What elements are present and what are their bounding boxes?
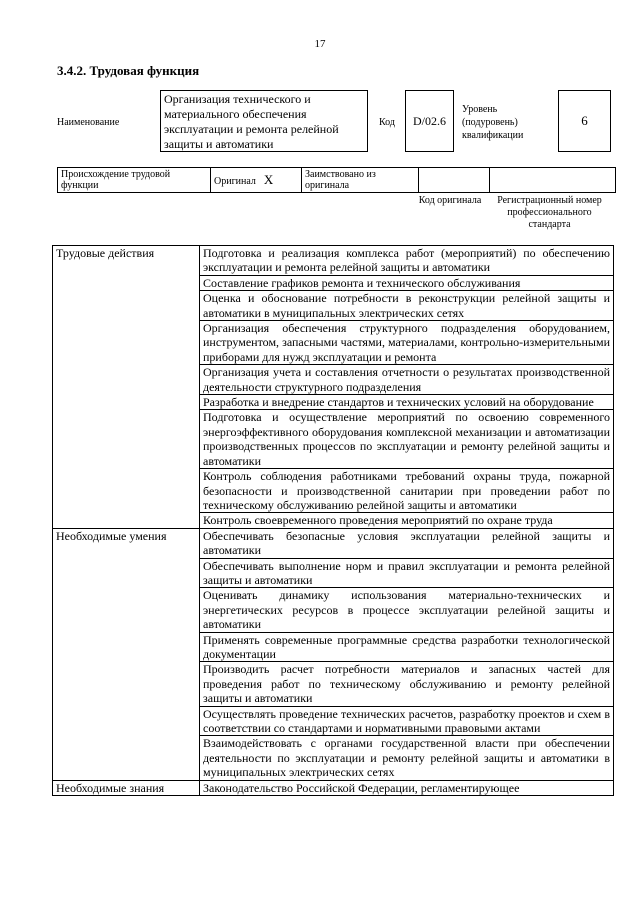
section-category: Необходимые знания [53,780,200,795]
section-item: Обеспечивать безопасные условия эксплуатации релейной защиты и автоматики [200,528,614,558]
section-title: 3.4.2. Трудовая функция [57,63,200,78]
section-item: Производить расчет потребности материалов и запасных частей для проведения работ по техническому обслуживанию и ремонту релейной защиты и автоматики [200,662,614,706]
origin-label: Происхождение трудовой функции [58,168,211,193]
level-label: Уровень (подуровень) квалификации [462,104,524,141]
section-item: Оценивать динамику использования материально-технических и энергетических ресурсов в процессе эксплуатации релейной защиты и автоматики [200,588,614,632]
section-item: Организация обеспечения структурного подразделения оборудованием, инструментом, запасными частями, материалами, контрольно-измерительными приборами для нужд эксплуатации и ремонта [200,321,614,365]
section-item: Осуществлять проведение технических расчетов, разработку проектов и схем в соответствии со стандартами и нормативными правовыми актами [200,706,614,736]
section-item: Контроль соблюдения работниками требований охраны труда, пожарной безопасности и производственной санитарии при проведении работ по техническому обслуживанию релейной защиты и автоматики [200,469,614,513]
table-row [53,780,614,795]
section-item: Оценка и обоснование потребности в реконструкции релейной защиты и автоматики в муниципальных электрических сетях [200,291,614,321]
section-item: Разработка и внедрение стандартов и технических условий на оборудование [200,395,614,410]
section-item: Составление графиков ремонта и технического обслуживания [200,275,614,290]
original-label: Оригинал [214,175,256,187]
function-name-box: Организация технического и материального обеспечения эксплуатации и ремонта релейной защиты и автоматики [160,90,368,152]
section-category: Необходимые умения [53,528,200,780]
function-table [52,245,614,796]
section-item: Законодательство Российской Федерации, регламентирующее [200,780,614,795]
registration-number-cell [490,168,616,193]
origin-original-cell [211,168,302,193]
section-item: Обеспечивать выполнение норм и правил эксплуатации и ремонта релейной защиты и автоматики [200,558,614,588]
section-item: Контроль своевременного проведения мероприятий по охране труда [200,513,614,528]
origin-table [57,167,616,193]
section-item: Подготовка и осуществление мероприятий по освоению современного энергоэффективного оборудования комплексной механизации и автоматизации производственных процессов по эксплуатации и ремонту релейной защиты и автоматики [200,410,614,469]
page-number: 17 [314,38,326,50]
original-code-cell [419,168,490,193]
section-category: Трудовые действия [53,246,200,529]
table-row [53,246,614,276]
name-label: Наименование [57,117,120,128]
table-row [53,528,614,558]
borrowed-label: Заимствовано из оригинала [302,168,419,193]
section-item: Взаимодействовать с органами государственной власти при обеспечении деятельности по эксплуатации и ремонту релейной защиты и автоматики в муниципальных электрических сетях [200,736,614,780]
function-code-box: D/02.6 [405,90,454,152]
section-item: Подготовка и реализация комплекса работ (мероприятий) по обеспечению эксплуатации и ремонта релейной защиты и автоматики [200,246,614,276]
code-label: Код [379,117,395,128]
section-item: Организация учета и составления отчетности о результатах производственной деятельности структурного подразделения [200,365,614,395]
section-item: Применять современные программные средства разработки технологической документации [200,632,614,662]
registration-caption: Регистрационный номер профессионального стандарта [497,195,602,230]
original-mark: X [263,171,274,187]
qualification-level-box: 6 [558,90,611,152]
code-caption: Код оригинала [418,195,482,206]
